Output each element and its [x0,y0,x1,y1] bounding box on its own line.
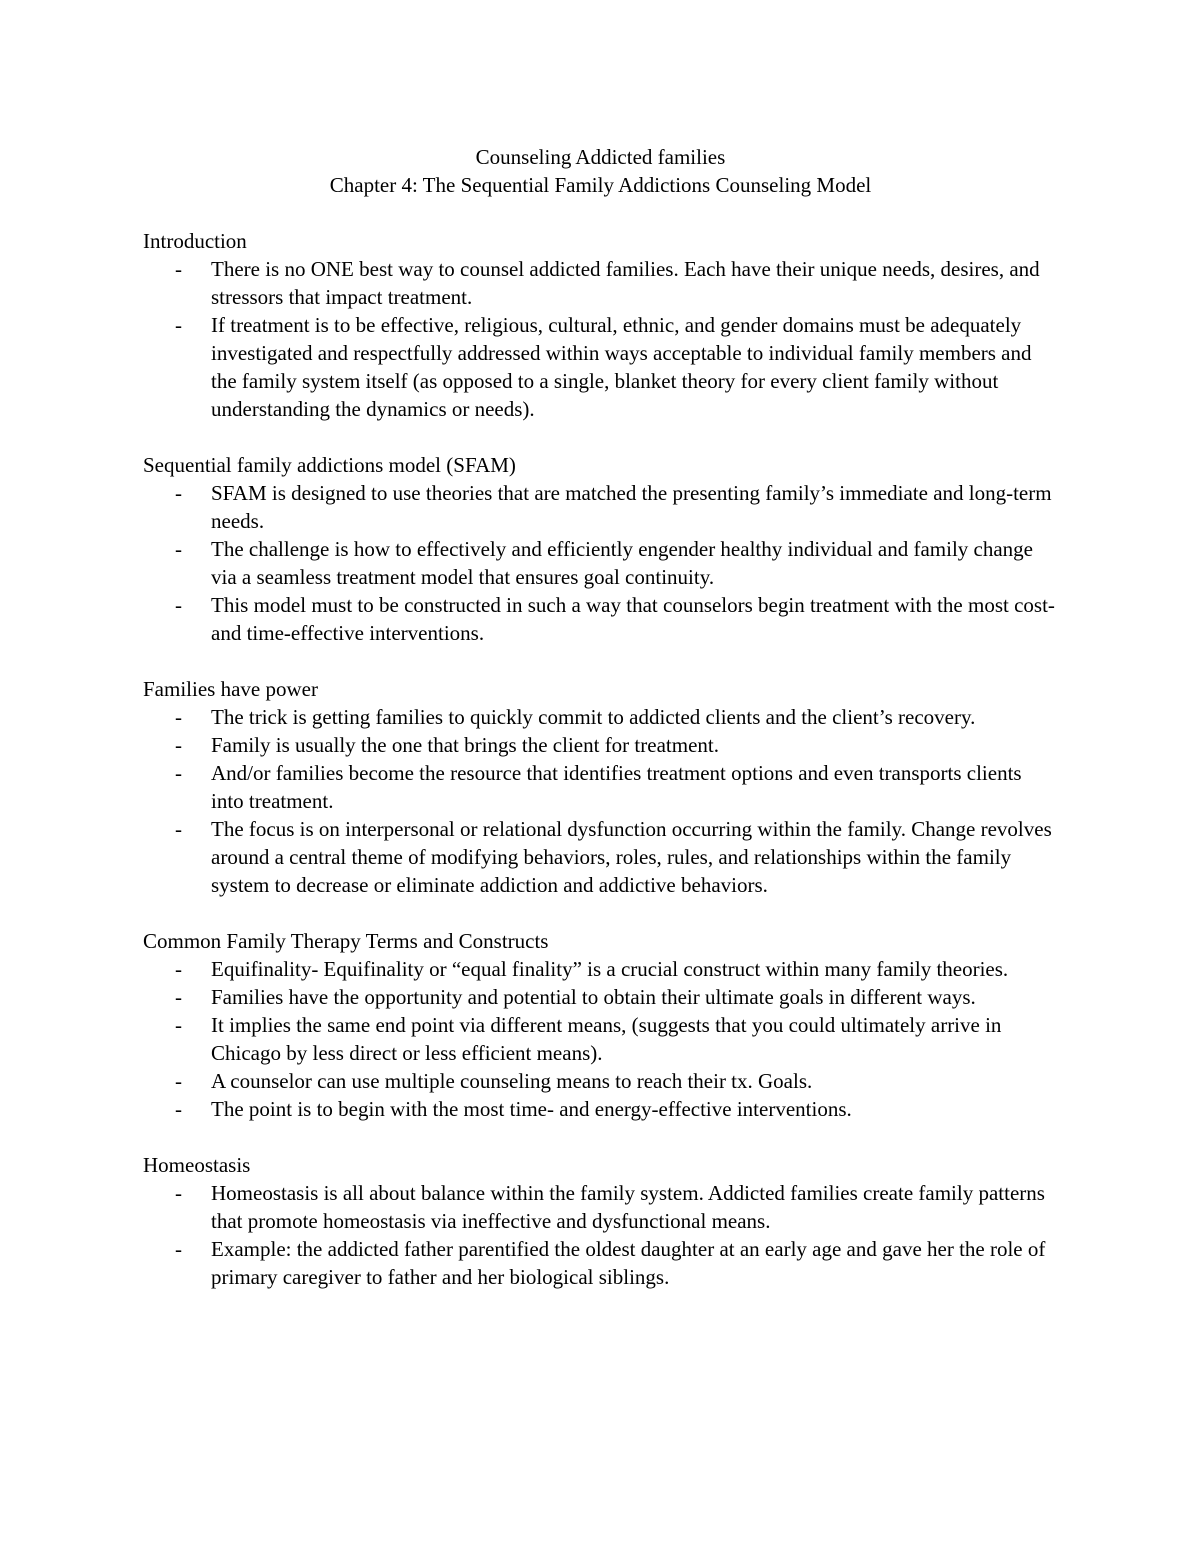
bullet-list [143,255,1058,423]
bullet-text: If treatment is to be effective, religious, cultural, ethnic, and gender domains must be adequately investigated and respectfully addressed within ways acceptable to individual family members and the family system itself (as opposed to a single, blanket theory for every client family without understanding the dynamics or needs). [211,313,1032,421]
bullet-dash-marker: - [175,817,182,841]
bullet-item [143,1179,1058,1235]
bullet-item [143,759,1058,815]
bullet-dash-marker: - [175,537,182,561]
bullet-dash-marker: - [175,985,182,1009]
bullet-dash-marker: - [175,1013,182,1037]
bullet-text: And/or families become the resource that identifies treatment options and even transports clients into treatment. [211,761,1022,813]
bullet-text: The point is to begin with the most time- and energy-effective interventions. [211,1097,852,1121]
section [143,1151,1058,1291]
bullet-item [143,731,1058,759]
bullet-item [143,955,1058,983]
bullet-item [143,535,1058,591]
document-body [143,227,1058,1291]
bullet-text: SFAM is designed to use theories that are matched the presenting family’s immediate and long-term needs. [211,481,1052,533]
bullet-list [143,1179,1058,1291]
bullet-dash-marker: - [175,313,182,337]
document-title: Counseling Addicted families [475,145,726,169]
bullet-dash-marker: - [175,733,182,757]
bullet-dash-marker: - [175,1237,182,1261]
bullet-list [143,703,1058,899]
title-block [143,143,1058,199]
bullet-dash-marker: - [175,957,182,981]
bullet-text: Example: the addicted father parentified the oldest daughter at an early age and gave her the role of primary caregiver to father and her biological siblings. [211,1237,1046,1289]
bullet-item [143,1067,1058,1095]
bullet-list [143,479,1058,647]
bullet-item [143,311,1058,423]
bullet-item [143,255,1058,311]
bullet-item [143,815,1058,899]
bullet-item [143,703,1058,731]
bullet-item [143,479,1058,535]
bullet-dash-marker: - [175,593,182,617]
section [143,675,1058,899]
bullet-text: Equifinality- Equifinality or “equal finality” is a crucial construct within many family theories. [211,957,1009,981]
bullet-text: The challenge is how to effectively and efficiently engender healthy individual and family change via a seamless treatment model that ensures goal continuity. [211,537,1034,589]
section-heading: Homeostasis [143,1153,251,1177]
section-heading: Sequential family addictions model (SFAM) [143,453,516,477]
section [143,927,1058,1123]
section-heading: Common Family Therapy Terms and Constructs [143,929,549,953]
bullet-text: There is no ONE best way to counsel addicted families. Each have their unique needs, desires, and stressors that impact treatment. [211,257,1040,309]
bullet-text: This model must to be constructed in such a way that counselors begin treatment with the most cost-and time-effective interventions. [211,593,1055,645]
bullet-dash-marker: - [175,257,182,281]
bullet-text: Family is usually the one that brings the client for treatment. [211,733,719,757]
bullet-item [143,983,1058,1011]
bullet-item [143,591,1058,647]
bullet-text: Homeostasis is all about balance within the family system. Addicted families create family patterns that promote homeostasis via ineffective and dysfunctional means. [211,1181,1045,1233]
bullet-dash-marker: - [175,761,182,785]
bullet-dash-marker: - [175,1069,182,1093]
section [143,451,1058,647]
bullet-dash-marker: - [175,481,182,505]
section-heading: Introduction [143,229,247,253]
bullet-item [143,1095,1058,1123]
bullet-dash-marker: - [175,705,182,729]
bullet-text: The trick is getting families to quickly commit to addicted clients and the client’s recovery. [211,705,976,729]
bullet-dash-marker: - [175,1097,182,1121]
bullet-item [143,1235,1058,1291]
section-heading: Families have power [143,677,318,701]
bullet-list [143,955,1058,1123]
section [143,227,1058,423]
bullet-text: The focus is on interpersonal or relational dysfunction occurring within the family. Change revolves around a central theme of modifying behaviors, roles, rules, and relationships within the family system to decrease or eliminate addiction and addictive behaviors. [211,817,1052,897]
bullet-dash-marker: - [175,1181,182,1205]
document-subtitle: Chapter 4: The Sequential Family Addictions Counseling Model [329,173,872,197]
bullet-text: It implies the same end point via different means, (suggests that you could ultimately arrive in Chicago by less direct or less efficient means). [211,1013,1002,1065]
bullet-text: Families have the opportunity and potential to obtain their ultimate goals in different ways. [211,985,976,1009]
bullet-text: A counselor can use multiple counseling means to reach their tx. Goals. [211,1069,813,1093]
bullet-item [143,1011,1058,1067]
